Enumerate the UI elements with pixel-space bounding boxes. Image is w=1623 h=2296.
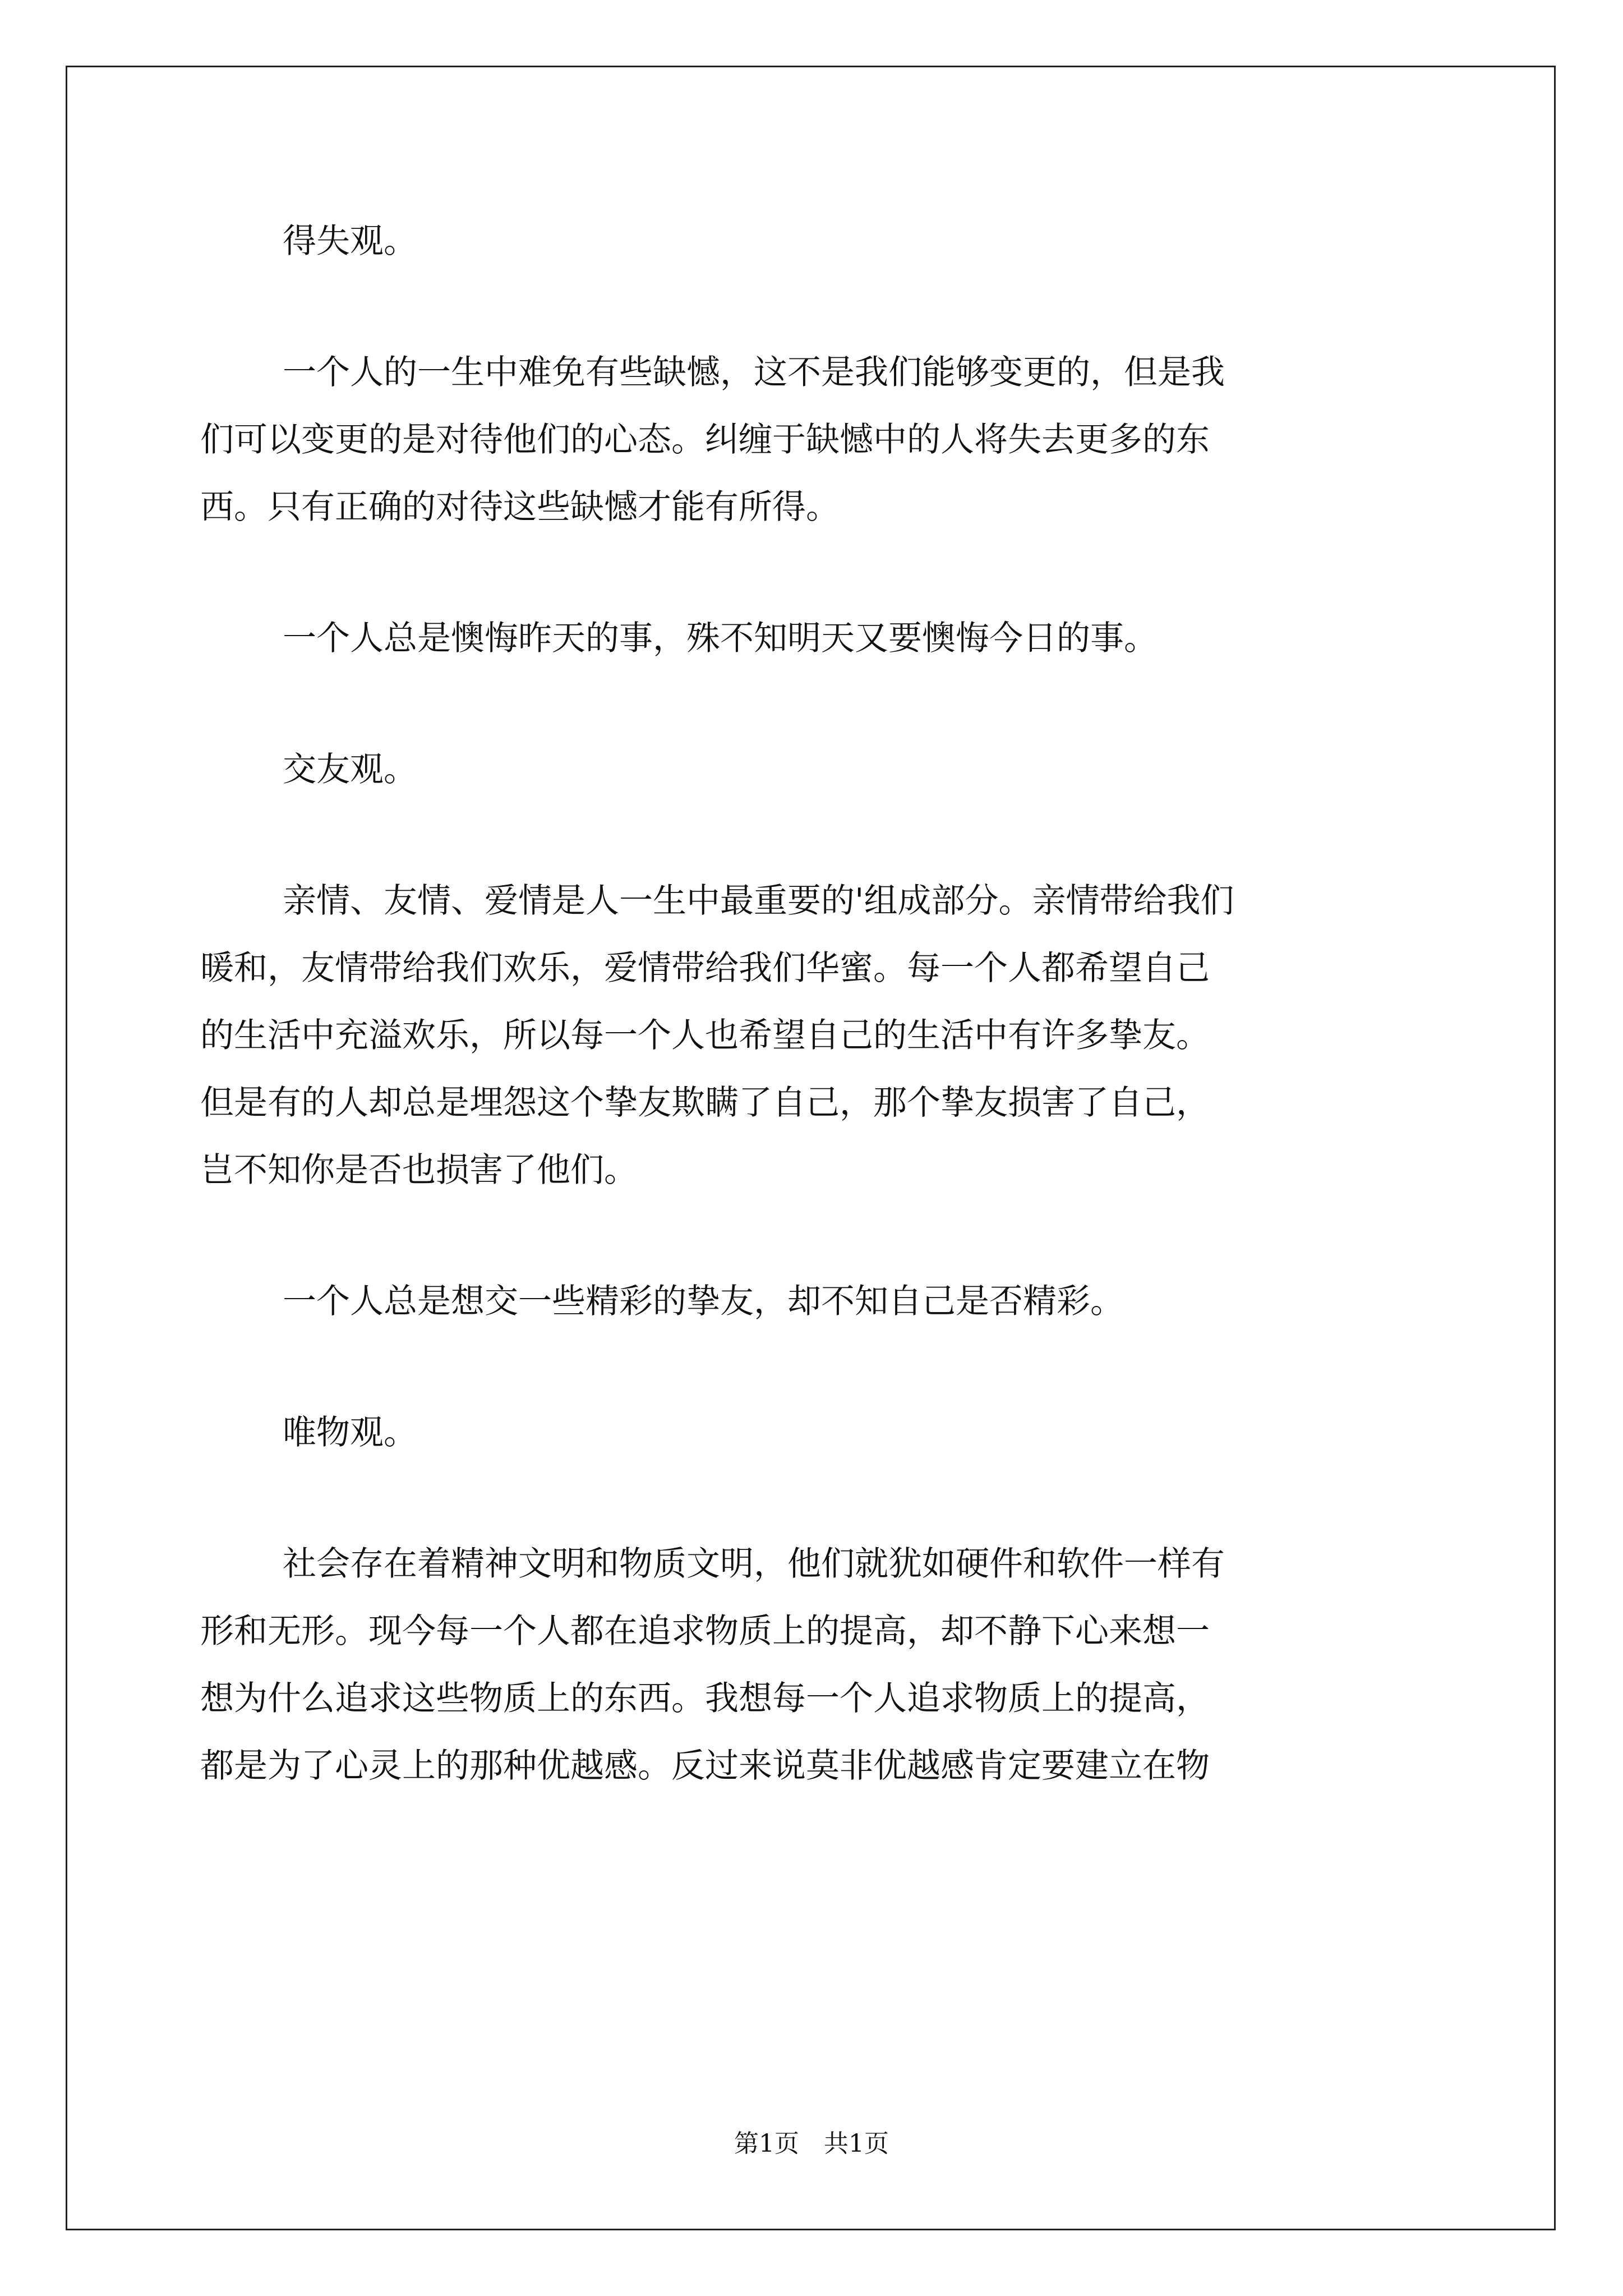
paragraph bbox=[200, 605, 1423, 672]
text-line: 一个人的一生中难免有些缺憾，这不是我们能够变更的，但是我 bbox=[283, 353, 1225, 392]
paragraph bbox=[200, 1268, 1423, 1335]
paragraph-heading-friendship bbox=[200, 736, 1423, 803]
text-line: 岂不知你是否也损害了他们。 bbox=[200, 1151, 638, 1190]
text-line: 唯物观。 bbox=[283, 1413, 417, 1452]
text-line: 交友观。 bbox=[283, 750, 417, 789]
paragraph-heading-materialism bbox=[200, 1399, 1423, 1466]
paragraph bbox=[200, 867, 1423, 1204]
text-line: 的生活中充溢欢乐，所以每一个人也希望自己的生活中有许多挚友。 bbox=[200, 1016, 1210, 1055]
paragraph-heading-gain-loss bbox=[200, 208, 1423, 275]
document-body bbox=[200, 208, 1423, 1864]
text-line: 形和无形。现今每一个人都在追求物质上的提高，却不静下心来想一 bbox=[200, 1612, 1210, 1651]
text-line: 西。只有正确的对待这些缺憾才能有所得。 bbox=[200, 487, 840, 527]
text-line: 一个人总是懊悔昨天的事，殊不知明天又要懊悔今日的事。 bbox=[283, 619, 1158, 658]
text-line: 社会存在着精神文明和物质文明，他们就犹如硬件和软件一样有 bbox=[283, 1544, 1225, 1584]
paragraph bbox=[200, 1530, 1423, 1800]
paragraph bbox=[200, 339, 1423, 541]
text-line: 暖和，友情带给我们欢乐，爱情带给我们华蜜。每一个人都希望自己 bbox=[200, 949, 1210, 988]
text-line: 得失观。 bbox=[283, 222, 417, 261]
text-line: 想为什么追求这些物质上的东西。我想每一个人追求物质上的提高， bbox=[200, 1679, 1210, 1718]
text-line: 一个人总是想交一些精彩的挚友，却不知自己是否精彩。 bbox=[283, 1282, 1124, 1321]
text-line: 亲情、友情、爱情是人一生中最重要的'组成部分。亲情带给我们 bbox=[283, 881, 1234, 921]
text-line: 但是有的人却总是埋怨这个挚友欺瞒了自己，那个挚友损害了自己， bbox=[200, 1083, 1210, 1122]
page-number-footer: 第1页 共1页 bbox=[734, 2129, 889, 2158]
text-line: 们可以变更的是对待他们的心态。纠缠于缺憾中的人将失去更多的东 bbox=[200, 420, 1210, 459]
text-line: 都是为了心灵上的那种优越感。反过来说莫非优越感肯定要建立在物 bbox=[200, 1746, 1210, 1786]
